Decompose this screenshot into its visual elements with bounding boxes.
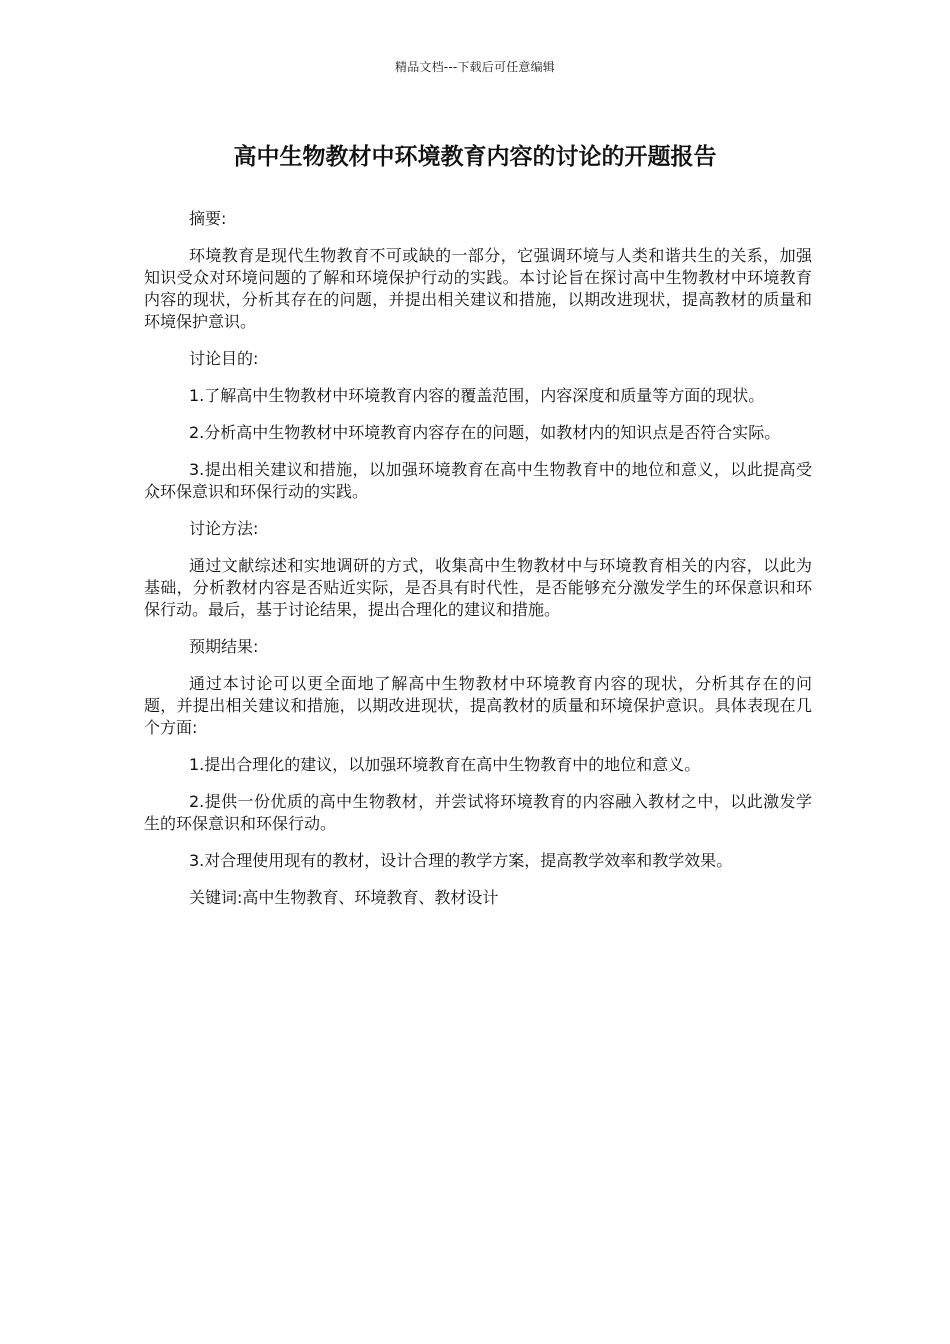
abstract-heading: 摘要: (189, 209, 227, 228)
results-item-1: 1.提出合理化的建议，以加强环境教育在高中生物教育中的地位和意义。 (189, 755, 701, 774)
header-note: 精品文档---下载后可任意编辑 (395, 60, 555, 74)
keywords-line: 关键词:高中生物教育、环境教育、教材设计 (189, 888, 499, 907)
purpose-item-1: 1.了解高中生物教材中环境教育内容的覆盖范围，内容深度和质量等方面的现状。 (189, 386, 765, 405)
abstract-paragraph: 环境教育是现代生物教育不可或缺的一部分，它强调环境与人类和谐共生的关系，加强知识受众对环境问题的了解和环境保护行动的实践。本讨论旨在探讨高中生物教材中环境教育内容的现状，分析其存在的问题，并提出相关建议和措施，以期改进现状，提高教材的质量和环境保护意识。 (144, 246, 812, 331)
purpose-heading: 讨论目的: (189, 349, 259, 368)
document-body (144, 208, 812, 924)
purpose-item-3: 3.提出相关建议和措施，以加强环境教育在高中生物教育中的地位和意义，以此提高受众环保意识和环保行动的实践。 (144, 460, 812, 501)
results-paragraph: 通过本讨论可以更全面地了解高中生物教材中环境教育内容的现状，分析其存在的问题，并提出相关建议和措施，以期改进现状，提高教材的质量和环境保护意识。具体表现在几个方面: (144, 674, 812, 737)
method-heading: 讨论方法: (189, 519, 259, 538)
method-paragraph: 通过文献综述和实地调研的方式，收集高中生物教材中与环境教育相关的内容，以此为基础，分析教材内容是否贴近实际，是否具有时代性，是否能够充分激发学生的环保意识和环保行动。最后，基于讨论结果，提出合理化的建议和措施。 (144, 556, 812, 619)
results-heading: 预期结果: (189, 637, 259, 656)
results-item-3: 3.对合理使用现有的教材，设计合理的教学方案，提高教学效率和教学效果。 (189, 851, 733, 870)
purpose-item-2: 2.分析高中生物教材中环境教育内容存在的问题，如教材内的知识点是否符合实际。 (189, 423, 781, 442)
document-title: 高中生物教材中环境教育内容的讨论的开题报告 (233, 144, 717, 170)
results-item-2: 2.提供一份优质的高中生物教材，并尝试将环境教育的内容融入教材之中，以此激发学生的环保意识和环保行动。 (144, 792, 812, 833)
